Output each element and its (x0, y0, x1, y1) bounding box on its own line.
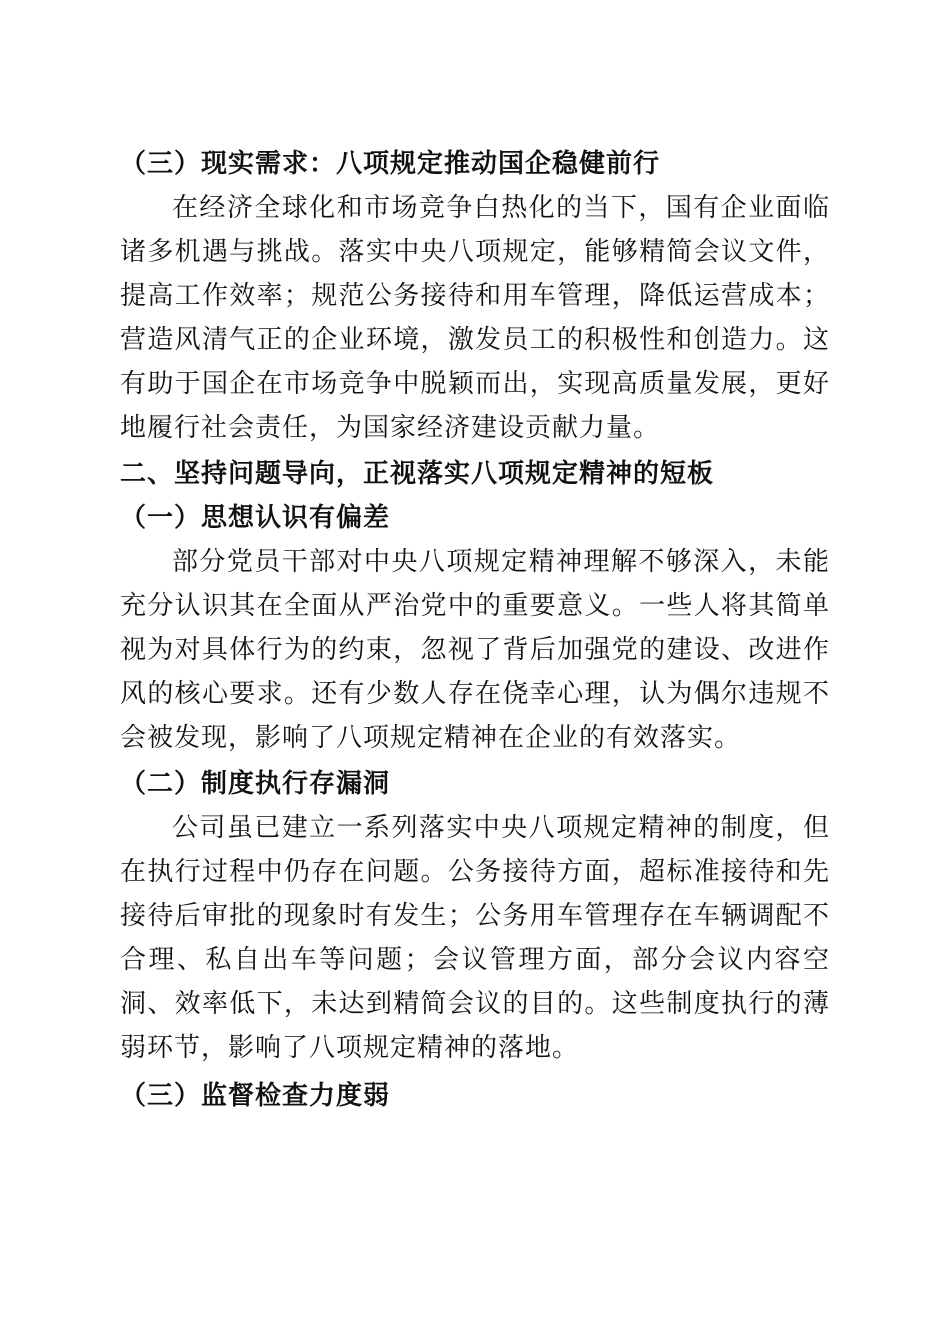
heading-supervision-inspection: （三）监督检查力度弱 (120, 1081, 391, 1111)
paragraph-practical-needs: 在经济全球化和市场竞争白热化的当下，国有企业面临诸多机遇与挑战。落实中央八项规定，能够精简会议文件，提高工作效率；规范公务接待和用车管理，降低运营成本；营造风清气正的企业环境，激发员工的积极性和创造力。这有助于国企在市场竞争中脱颖而出，实现高质量发展，更好地履行社会责任，为国家经济建设贡献力量。 (120, 193, 830, 443)
paragraph-ideological-understanding: 部分党员干部对中央八项规定精神理解不够深入，未能充分认识其在全面从严治党中的重要意义。一些人将其简单视为对具体行为的约束，忽视了背后加强党的建设、改进作风的核心要求。还有少数人存在侥幸心理，认为偶尔违规不会被发现，影响了八项规定精神在企业的有效落实。 (120, 547, 830, 753)
heading-ideological-understanding: （一）思想认识有偏差 (120, 503, 391, 533)
heading-practical-needs: （三）现实需求：八项规定推动国企稳健前行 (120, 149, 661, 179)
paragraph-system-execution: 公司虽已建立一系列落实中央八项规定精神的制度，但在执行过程中仍存在问题。公务接待方面，超标准接待和先接待后审批的现象时有发生；公务用车管理存在车辆调配不合理、私自出车等问题；会议管理方面，部分会议内容空洞、效率低下，未达到精简会议的目的。这些制度执行的薄弱环节，影响了八项规定精神的落地。 (120, 813, 830, 1063)
heading-system-execution: （二）制度执行存漏洞 (120, 769, 391, 799)
section-two-title: 二、坚持问题导向，正视落实八项规定精神的短板 (120, 459, 715, 489)
